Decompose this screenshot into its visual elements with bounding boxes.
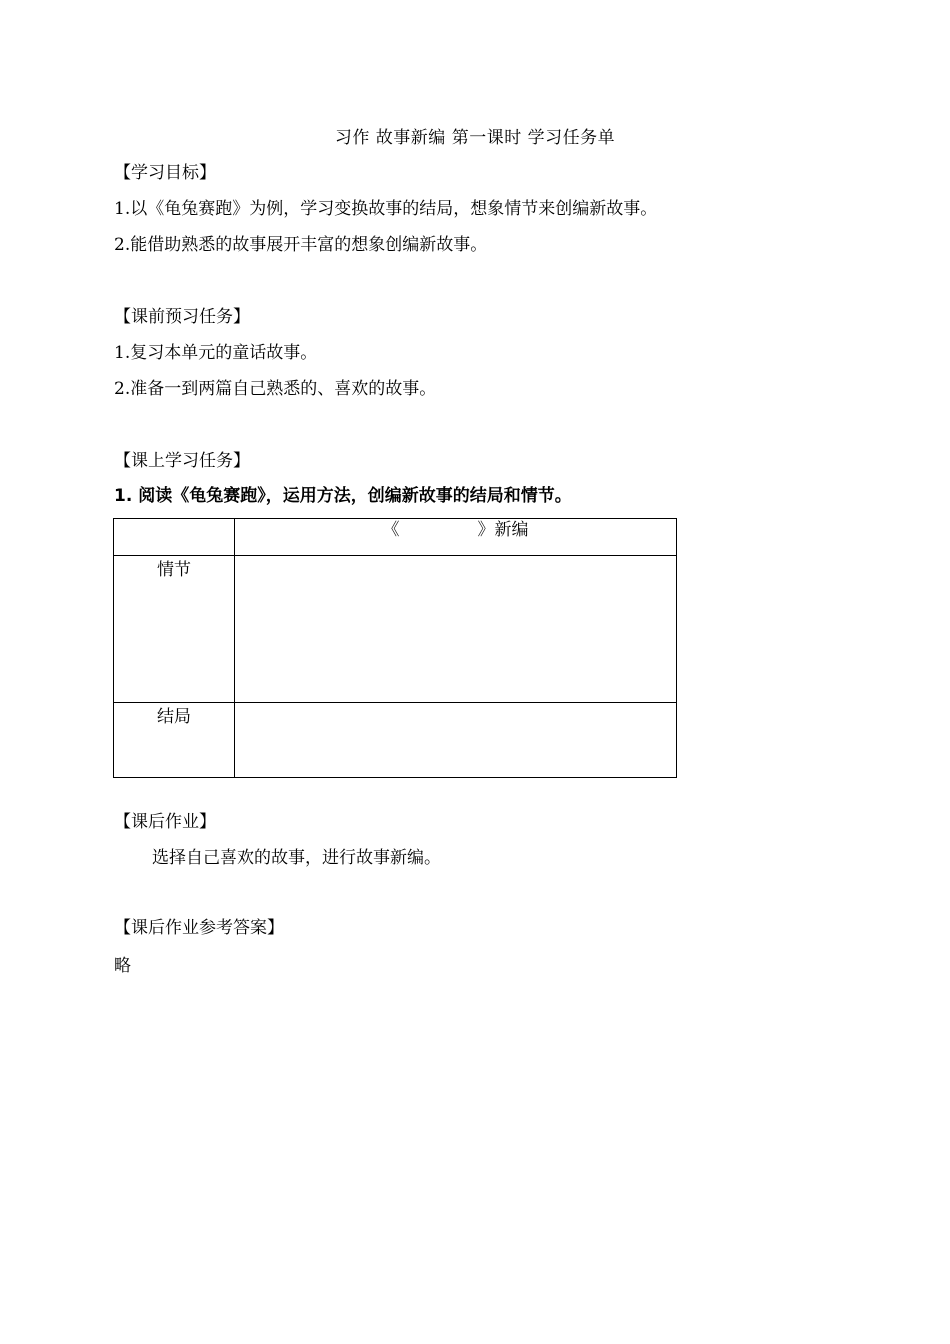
homework-heading: 【课后作业】 xyxy=(114,812,216,832)
preview-item-2: 2.准备一到两篇自己熟悉的、喜欢的故事。 xyxy=(114,379,437,399)
story-rewrite-table xyxy=(113,518,677,778)
ending-answer-cell[interactable] xyxy=(235,703,677,778)
goal-item-2: 2.能借助熟悉的故事展开丰富的想象创编新故事。 xyxy=(114,235,488,255)
goals-heading: 【学习目标】 xyxy=(114,163,216,183)
ending-label-cell: 结局 xyxy=(114,703,235,778)
page-title: 习作 故事新编 第一课时 学习任务单 xyxy=(334,128,616,148)
table-row-plot xyxy=(114,556,677,703)
header-empty-cell xyxy=(114,519,235,556)
preview-item-1: 1.复习本单元的童话故事。 xyxy=(114,343,318,363)
answers-text: 略 xyxy=(114,956,131,976)
table-row-ending xyxy=(114,703,677,778)
answers-heading: 【课后作业参考答案】 xyxy=(114,918,284,938)
plot-answer-cell[interactable] xyxy=(235,556,677,703)
preview-heading: 【课前预习任务】 xyxy=(114,307,250,327)
book-close-mark: 》新编 xyxy=(477,520,529,540)
classwork-task: 1. 阅读《龟兔赛跑》，运用方法，创编新故事的结局和情节。 xyxy=(114,486,572,506)
goal-item-1: 1.以《龟兔赛跑》为例，学习变换故事的结局，想象情节来创编新故事。 xyxy=(114,199,658,219)
classwork-heading: 【课上学习任务】 xyxy=(114,451,250,471)
homework-text: 选择自己喜欢的故事，进行故事新编。 xyxy=(152,848,441,868)
plot-label-cell: 情节 xyxy=(114,556,235,703)
book-open-mark: 《 xyxy=(382,520,400,540)
header-title-cell[interactable] xyxy=(235,519,677,556)
table-header-row xyxy=(114,519,677,556)
